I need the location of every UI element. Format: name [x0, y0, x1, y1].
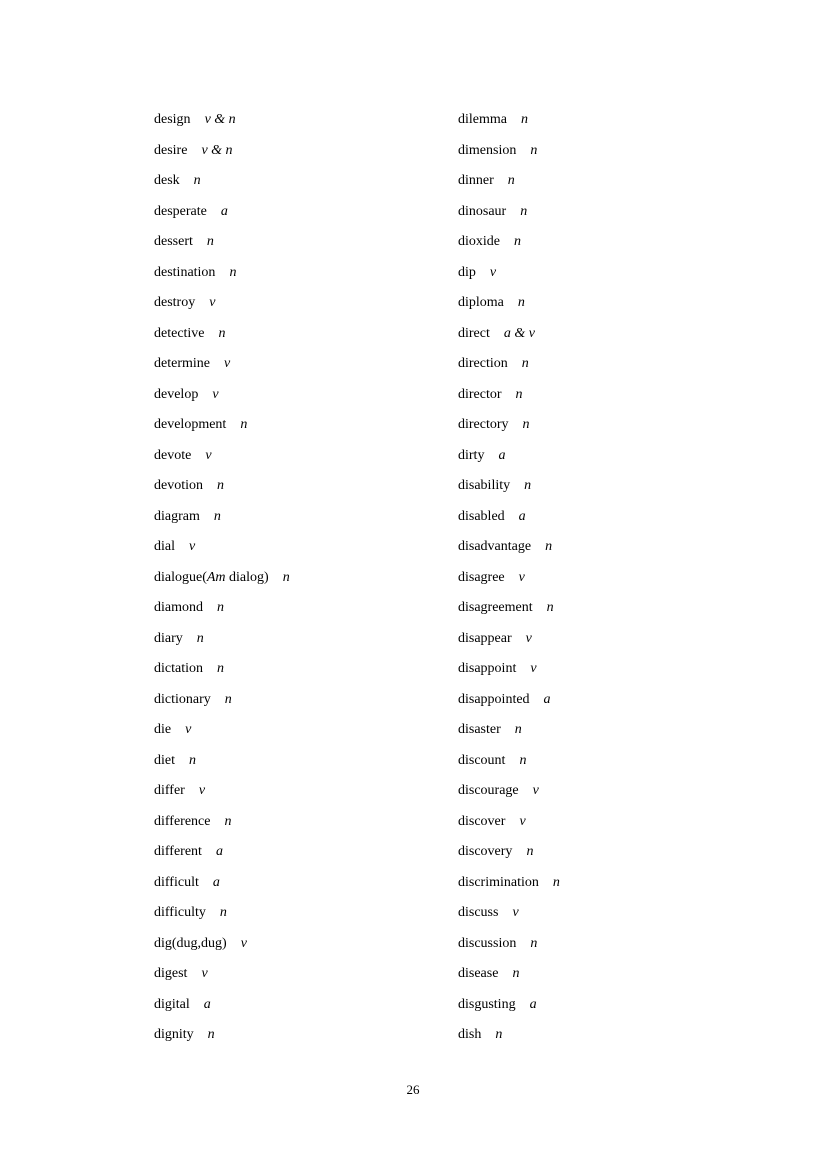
entry-part-of-speech: a	[498, 447, 506, 463]
entry-word: dial	[154, 539, 175, 554]
entry-part-of-speech: a	[518, 508, 526, 524]
entry-part-of-speech: a	[220, 203, 228, 219]
vocabulary-entry	[154, 990, 454, 1021]
vocabulary-entry	[154, 654, 454, 685]
vocabulary-entry	[154, 105, 454, 136]
vocabulary-entry	[458, 502, 758, 533]
vocabulary-entry	[458, 532, 758, 563]
vocabulary-entry	[458, 593, 758, 624]
entry-part-of-speech: n	[217, 600, 224, 615]
vocabulary-entry	[458, 380, 758, 411]
entry-word: direct	[458, 325, 490, 341]
entry-part-of-speech: v	[518, 569, 525, 585]
entry-part-of-speech: v	[205, 447, 212, 463]
vocabulary-entry	[154, 868, 454, 899]
entry-word: disappear	[458, 630, 512, 646]
vocabulary-entry	[154, 959, 454, 990]
entry-part-of-speech: n	[229, 264, 237, 280]
vocabulary-entry	[458, 929, 758, 960]
vocabulary-entry	[458, 654, 758, 685]
vocabulary-entry	[458, 197, 758, 228]
entry-word: discover	[458, 813, 506, 829]
entry-word: difficulty	[154, 905, 206, 920]
entry-word: disagreement	[458, 600, 533, 615]
entry-part-of-speech: n	[520, 203, 528, 219]
entry-word: discovery	[458, 844, 513, 859]
vocabulary-entry	[458, 868, 758, 899]
entry-word: diamond	[154, 600, 203, 615]
entry-part-of-speech: v & n	[204, 112, 236, 127]
entry-word: discount	[458, 752, 506, 768]
entry-part-of-speech: n	[514, 234, 521, 249]
entry-part-of-speech: n	[519, 752, 527, 768]
entry-part-of-speech: n	[517, 295, 525, 310]
entry-word: dessert	[154, 234, 193, 249]
entry-part-of-speech: v	[532, 783, 539, 798]
entry-part-of-speech: v	[189, 539, 196, 554]
entry-part-of-speech: n	[530, 935, 538, 951]
entry-part-of-speech: a	[203, 996, 211, 1012]
entry-word: dimension	[458, 142, 517, 158]
entry-part-of-speech: n	[521, 112, 528, 127]
entry-word: dinner	[458, 173, 494, 188]
entry-word: disaster	[458, 722, 501, 737]
entry-part-of-speech: n	[521, 356, 529, 371]
vocabulary-entry	[458, 166, 758, 197]
vocabulary-entry	[154, 837, 454, 868]
vocabulary-entry	[458, 349, 758, 380]
entry-part-of-speech: n	[218, 325, 226, 341]
entry-part-of-speech: n	[507, 173, 515, 188]
vocabulary-entry	[458, 1020, 758, 1051]
entry-word: disagree	[458, 569, 505, 585]
entry-word: diagram	[154, 508, 200, 524]
vocabulary-entry	[458, 685, 758, 716]
entry-word: diet	[154, 752, 175, 768]
entry-part-of-speech: n	[282, 569, 290, 585]
vocabulary-entry	[458, 136, 758, 167]
entry-part-of-speech: n	[552, 874, 560, 890]
vocabulary-entry	[154, 776, 454, 807]
vocabulary-entry	[458, 471, 758, 502]
vocabulary-entry	[154, 136, 454, 167]
entry-part-of-speech: n	[206, 234, 214, 249]
entry-part-of-speech: v	[530, 661, 537, 676]
entry-word: desire	[154, 142, 188, 158]
entry-word: destroy	[154, 295, 196, 310]
vocabulary-entry	[154, 898, 454, 929]
entry-part-of-speech: v	[525, 630, 532, 646]
entry-part-of-speech: n	[213, 508, 221, 524]
vocabulary-entry	[154, 715, 454, 746]
vocabulary-entry	[154, 563, 454, 594]
vocabulary-entry	[154, 929, 454, 960]
entry-part-of-speech: v	[223, 356, 231, 371]
entry-part-of-speech: n	[219, 905, 227, 920]
vocabulary-entry	[458, 258, 758, 289]
entry-word: disappointed	[458, 691, 530, 707]
entry-part-of-speech: a	[543, 691, 551, 707]
vocabulary-entry	[154, 227, 454, 258]
entry-word: desperate	[154, 203, 207, 219]
entry-word: devotion	[154, 478, 203, 493]
entry-word: dinosaur	[458, 203, 507, 219]
entry-part-of-speech: n	[224, 691, 232, 707]
entry-part-of-speech: n	[522, 417, 530, 432]
vocabulary-column-left	[154, 105, 454, 1051]
entry-word: desk	[154, 173, 180, 188]
entry-word: dictation	[154, 661, 203, 676]
entry-word	[154, 570, 269, 585]
entry-word: disability	[458, 478, 511, 493]
vocabulary-entry	[154, 807, 454, 838]
entry-word: diploma	[458, 295, 504, 310]
entry-part-of-speech: a & v	[503, 325, 535, 341]
entry-word: dirty	[458, 447, 485, 463]
entry-part-of-speech: v	[201, 966, 208, 981]
entry-word: difference	[154, 813, 211, 829]
entry-word: difficult	[154, 874, 199, 890]
entry-part-of-speech: n	[495, 1027, 503, 1042]
entry-word: discourage	[458, 783, 519, 798]
vocabulary-entry	[458, 898, 758, 929]
entry-word: direction	[458, 356, 508, 371]
vocabulary-entry	[458, 105, 758, 136]
entry-word-part: dialog)	[225, 569, 269, 585]
entry-word: design	[154, 112, 191, 127]
entry-word: die	[154, 722, 172, 737]
vocabulary-entry	[154, 471, 454, 502]
entry-word: directory	[458, 417, 509, 432]
vocabulary-entry	[458, 776, 758, 807]
entry-word: dip	[458, 264, 476, 280]
vocabulary-entry	[458, 563, 758, 594]
entry-part-of-speech: n	[224, 813, 232, 829]
entry-part-of-speech: v	[519, 813, 526, 829]
vocabulary-entry	[458, 990, 758, 1021]
entry-word: dig(dug,dug)	[154, 935, 227, 951]
vocabulary-entry	[154, 685, 454, 716]
vocabulary-entry	[154, 197, 454, 228]
vocabulary-entry	[458, 837, 758, 868]
entry-word: differ	[154, 783, 185, 798]
entry-word: discussion	[458, 935, 517, 951]
entry-part-of-speech: n	[240, 417, 248, 432]
vocabulary-entry	[154, 532, 454, 563]
vocabulary-entry	[458, 624, 758, 655]
entry-word-variant-label: Am	[206, 569, 226, 585]
entry-part-of-speech: n	[546, 600, 554, 615]
vocabulary-entry	[154, 624, 454, 655]
page-number: 26	[406, 1082, 420, 1097]
entry-word: discuss	[458, 905, 499, 920]
entry-word: dilemma	[458, 112, 507, 127]
entry-part-of-speech: n	[193, 173, 201, 188]
vocabulary-entry	[154, 1020, 454, 1051]
entry-part-of-speech: n	[217, 661, 224, 676]
vocabulary-entry	[154, 746, 454, 777]
vocabulary-entry	[458, 715, 758, 746]
entry-word: determine	[154, 356, 210, 371]
entry-word: destination	[154, 264, 216, 280]
entry-word: different	[154, 844, 202, 859]
entry-word-part: dialogue(	[154, 569, 207, 585]
entry-word: digital	[154, 996, 190, 1012]
vocabulary-entry	[458, 227, 758, 258]
vocabulary-entry	[154, 258, 454, 289]
vocabulary-entry	[458, 746, 758, 777]
entry-word: develop	[154, 386, 199, 402]
entry-part-of-speech: v	[198, 783, 206, 798]
entry-part-of-speech: n	[189, 752, 196, 768]
vocabulary-entry	[154, 380, 454, 411]
entry-word: detective	[154, 325, 205, 341]
entry-part-of-speech: n	[512, 966, 520, 981]
vocabulary-column-right	[458, 105, 758, 1051]
entry-part-of-speech: v	[212, 386, 219, 402]
entry-word: director	[458, 386, 502, 402]
vocabulary-entry	[458, 410, 758, 441]
entry-part-of-speech: v	[512, 905, 519, 920]
entry-word: dignity	[154, 1027, 194, 1042]
entry-part-of-speech: a	[529, 996, 537, 1012]
entry-part-of-speech: n	[217, 478, 224, 493]
entry-part-of-speech: n	[207, 1027, 215, 1042]
entry-word: diary	[154, 630, 183, 646]
vocabulary-entry	[458, 807, 758, 838]
entry-part-of-speech: n	[515, 386, 523, 402]
entry-part-of-speech: n	[524, 478, 532, 493]
entry-part-of-speech: v	[489, 264, 497, 280]
vocabulary-entry	[154, 593, 454, 624]
entry-word: disabled	[458, 508, 505, 524]
entry-word: discrimination	[458, 874, 539, 890]
entry-word: disgusting	[458, 996, 516, 1012]
entry-word: devote	[154, 447, 192, 463]
vocabulary-entry	[458, 319, 758, 350]
vocabulary-entry	[154, 410, 454, 441]
entry-part-of-speech: n	[530, 142, 538, 158]
entry-word: dish	[458, 1027, 482, 1042]
entry-part-of-speech: n	[526, 844, 534, 859]
vocabulary-entry	[154, 166, 454, 197]
entry-part-of-speech: n	[196, 630, 204, 646]
entry-part-of-speech: a	[212, 874, 220, 890]
entry-word: disease	[458, 966, 499, 981]
vocabulary-entry	[154, 319, 454, 350]
entry-part-of-speech: n	[514, 722, 522, 737]
entry-part-of-speech: v	[209, 295, 216, 310]
entry-part-of-speech: v	[185, 722, 192, 737]
entry-part-of-speech: v	[240, 935, 247, 951]
entry-word: dioxide	[458, 234, 500, 249]
entry-word: disadvantage	[458, 539, 532, 554]
entry-part-of-speech: n	[545, 539, 553, 554]
vocabulary-entry	[458, 959, 758, 990]
vocabulary-entry	[154, 288, 454, 319]
entry-word: development	[154, 417, 227, 432]
vocabulary-entry	[154, 502, 454, 533]
vocabulary-entry	[458, 288, 758, 319]
vocabulary-entry	[154, 349, 454, 380]
entry-part-of-speech: a	[215, 844, 223, 859]
vocabulary-entry	[154, 441, 454, 472]
entry-word: disappoint	[458, 661, 517, 676]
entry-word: dictionary	[154, 691, 211, 707]
vocabulary-entry	[458, 441, 758, 472]
entry-word: digest	[154, 966, 188, 981]
entry-part-of-speech: v & n	[201, 142, 233, 158]
